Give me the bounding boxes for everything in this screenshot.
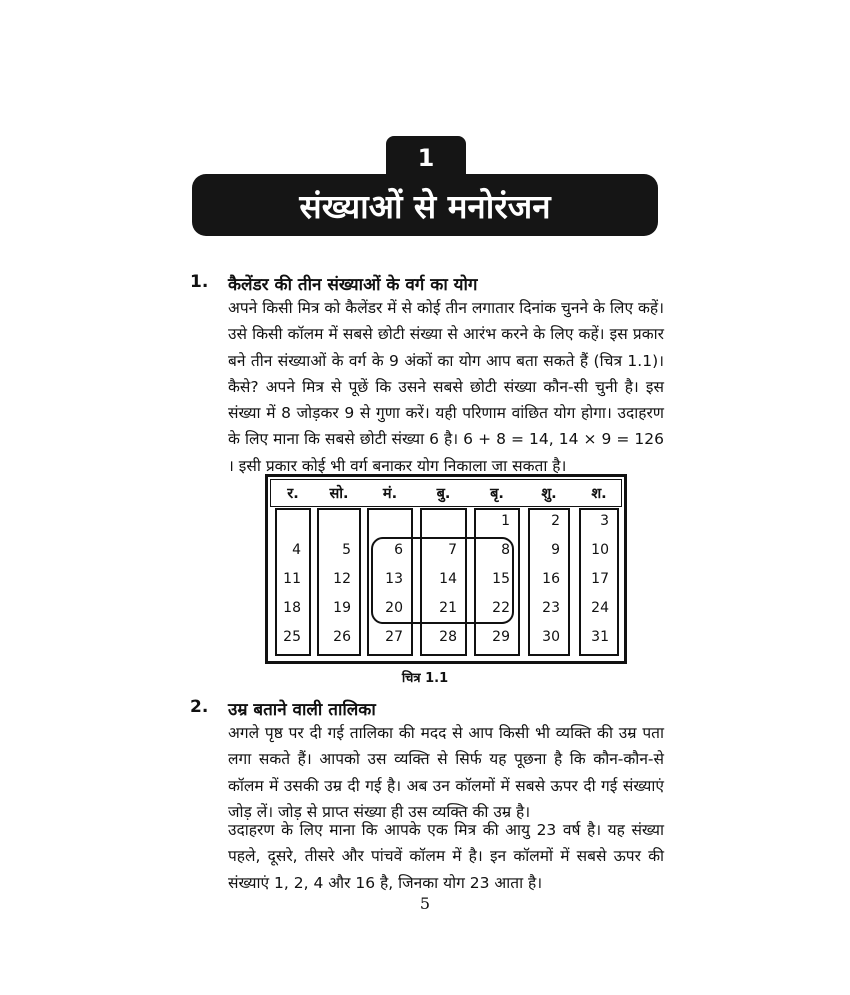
calendar-date: 27 <box>385 629 403 645</box>
calendar-date: 7 <box>448 542 457 558</box>
calendar-date: 17 <box>591 571 609 587</box>
calendar-day-header: शु. <box>541 486 557 502</box>
calendar-date: 28 <box>439 629 457 645</box>
calendar-date: 9 <box>551 542 560 558</box>
section-2-number: 2. <box>190 697 209 717</box>
calendar-date: 30 <box>542 629 560 645</box>
section-1-title: कैलेंडर की तीन संख्याओं के वर्ग का योग <box>228 275 478 295</box>
calendar-date: 15 <box>492 571 510 587</box>
calendar-date: 22 <box>492 600 510 616</box>
chapter-title: संख्याओं से मनोरंजन <box>192 174 658 236</box>
calendar-day-header: र. <box>287 486 299 502</box>
calendar-date: 29 <box>492 629 510 645</box>
section-2-title: उम्र बताने वाली तालिका <box>228 700 376 720</box>
figure-caption: चित्र 1.1 <box>401 671 449 686</box>
calendar-date: 6 <box>394 542 403 558</box>
calendar-date: 21 <box>439 600 457 616</box>
calendar-day-header: श. <box>591 486 607 502</box>
calendar-date: 1 <box>501 513 510 529</box>
section-2-paragraph-2: उदाहरण के लिए माना कि आपके एक मित्र की आयु 23 वर्ष है। यह संख्या पहले, दूसरे, तीसरे और पांचवें कॉलम में है। इन कॉलमों में सबसे ऊपर की संख्याएं 1, 2, 4 और 16 है, जिनका योग 23 आता है। <box>228 821 664 892</box>
chapter-number: 1 <box>386 136 466 180</box>
calendar-date: 26 <box>333 629 351 645</box>
calendar-date: 11 <box>283 571 301 587</box>
section-2-paragraph-1: अगले पृष्ठ पर दी गई तालिका की मदद से आप किसी भी व्यक्ति की उम्र पता लगा सकते हैं। आपको उस व्यक्ति से सिर्फ यह पूछना है कि कौन-कौन-से कॉलम में उसकी उम्र दी गई है। अब उन कॉलमों में सबसे ऊपर दी गई संख्याएं जोड़ लें। जोड़ से प्राप्त संख्या ही उस व्यक्ति की उम्र है। <box>228 724 664 821</box>
calendar-date: 12 <box>333 571 351 587</box>
calendar-date: 23 <box>542 600 560 616</box>
calendar-date: 14 <box>439 571 457 587</box>
calendar-date: 13 <box>385 571 403 587</box>
calendar-day-header: बु. <box>436 486 451 502</box>
calendar-day-header: मं. <box>382 486 398 502</box>
calendar-date: 10 <box>591 542 609 558</box>
section-1-paragraph: अपने किसी मित्र को कैलेंडर में से कोई तीन लगातार दिनांक चुनने के लिए कहें। उसे किसी कॉलम में सबसे छोटी संख्या से आरंभ करने के लिए कहें। इस प्रकार बने तीन संख्याओं के वर्ग के 9 अंकों का योग आप बता सकते हैं (चित्र 1.1)। कैसे? अपने मित्र से पूछें कि उसने सबसे छोटी संख्या कौन-सी चुनी है। इस संख्या में 8 जोड़कर 9 से गुणा करें। यही परिणाम वांछित योग होगा। उदाहरण के लिए माना कि सबसे छोटी संख्या 6 है। 6 + 8 = 14, 14 × 9 = 126 । इसी प्रकार कोई भी वर्ग बनाकर योग निकाला जा सकता है। <box>228 299 664 475</box>
calendar-date: 8 <box>501 542 510 558</box>
calendar-date: 4 <box>292 542 301 558</box>
calendar-date: 5 <box>342 542 351 558</box>
calendar-date: 20 <box>385 600 403 616</box>
calendar-date: 25 <box>283 629 301 645</box>
calendar-day-header: बृ. <box>490 486 504 502</box>
calendar-day-header: सो. <box>329 486 349 502</box>
calendar-date: 24 <box>591 600 609 616</box>
calendar-date: 2 <box>551 513 560 529</box>
section-1-number: 1. <box>190 272 209 292</box>
calendar-date: 3 <box>600 513 609 529</box>
page-number: 5 <box>419 894 431 913</box>
calendar-date: 31 <box>591 629 609 645</box>
calendar-date: 19 <box>333 600 351 616</box>
calendar-date: 18 <box>283 600 301 616</box>
selected-square-outline <box>371 537 514 624</box>
calendar-date: 16 <box>542 571 560 587</box>
